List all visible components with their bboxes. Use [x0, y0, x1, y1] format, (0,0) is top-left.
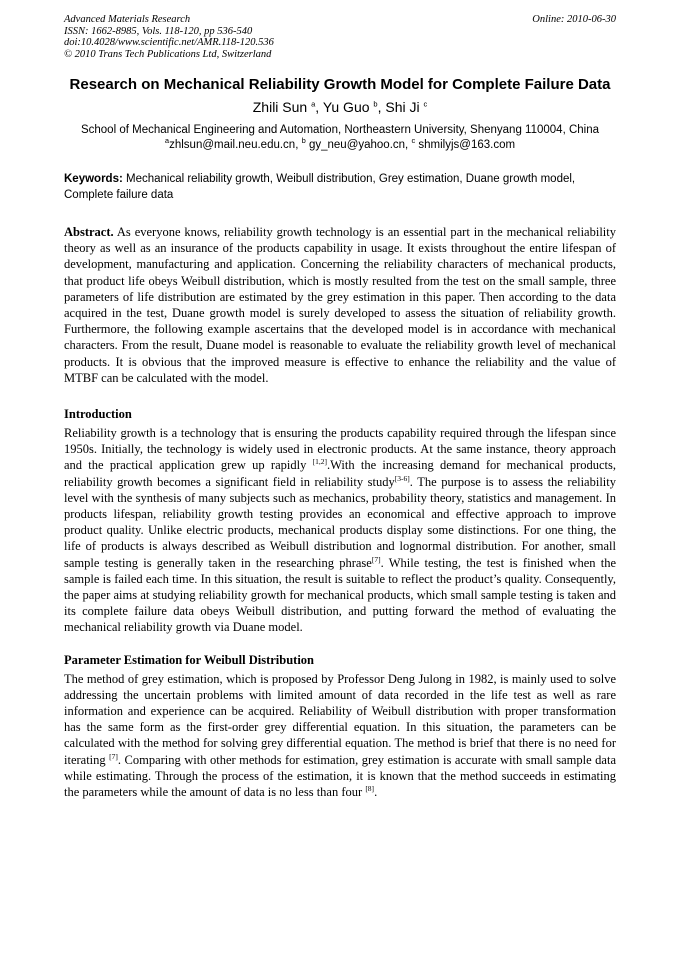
online-date: Online: 2010-06-30 — [532, 14, 616, 25]
abstract-text: As everyone knows, reliability growth technology is an essential part in the mechanical reliability theory as well as an insurance of the products capability in usage. It exists throughout the entire lifespan of development, manufacturing and application. Concerning the reliability characters of mechanical products, that product life obeys Weibull distribution, which is mostly resulted from the test on the small sample, three parameters of life distribution are estimated by the grey estimation in this paper. Then according to the data acquired in the test, Duane growth model is surely developed to assess the situation of reliability growth. Furthermore, the following example ascertains that the developed model is in accordance with mechanical characters. From the result, Duane model is reasonable to evaluate the reliability growth level of mechanical products. It is obvious that the improved measure is effective to enhance the reliability and the value of MTBF can be calculated with the model. — [64, 225, 616, 385]
journal-header — [64, 14, 616, 60]
journal-name: Advanced Materials Research — [64, 14, 191, 25]
citation: [7] — [371, 554, 381, 564]
email-superscript: c — [411, 136, 416, 146]
paper-page — [64, 14, 616, 800]
body-text: The method of grey estimation, which is proposed by Professor Deng Julong in 1982, is mainly used to solve addressing the uncertain problems with limited amount of data recorded in the life test as well as rare information and experience can be acquired. Reliability of Weibull distribution with proper transformation has the same form as the first-order grey differential equation. In this situation, the parameters can be calculated with the method for solving grey differential equation. The method is brief that there is no need for iterating — [64, 671, 616, 767]
section-heading-parameter-estimation: Parameter Estimation for Weibull Distribution — [64, 652, 314, 667]
keywords-label: Keywords: — [64, 173, 123, 185]
email-superscript: a — [164, 136, 170, 146]
body-text: Reliability growth is a technology that is ensuring the products capability required through the lifespan since 1950s. Initially, the technology is widely used in electronic products. At the same instance, theory approach and the practical application grew up rapidly — [64, 426, 616, 473]
introduction-paragraph — [64, 425, 616, 636]
body-text: . Comparing with other methods for estimation, grey estimation is accurate with small sample data while estimating. Through the process of the estimation, it is known that the method succeeds in estimating the parameters while the amount of data is no less than four — [64, 752, 616, 800]
author-superscript: c — [423, 99, 428, 109]
body-text: . — [374, 785, 378, 800]
author-emails — [64, 138, 616, 153]
body-text: . The purpose is to assess the reliability level with the synthesis of many subjects such as mechanics, probability theory, statistics and management. In products lifespan, reliability growth testing provides an economical and effective approach to improve product quality. Unlike electric products, mechanical products display some distinctions. For one thing, the life of products is always described as Weibull distribution and lognormal distribution. For another, small sample testing is generally taken in the researching phrase — [64, 474, 616, 570]
abstract-label: Abstract. — [64, 225, 114, 239]
body-text: .With the increasing demand for mechanical products, reliability growth becomes a significant field in reliability study — [64, 458, 617, 489]
parameter-estimation-paragraph — [64, 671, 616, 801]
author-superscript: b — [373, 99, 378, 109]
abstract — [64, 224, 616, 386]
keywords-text: Mechanical reliability growth, Weibull distribution, Grey estimation, Duane growth model, Complete failure data — [64, 173, 576, 201]
issn-line: ISSN: 1662-8985, Vols. 118-120, pp 536-540 — [64, 25, 253, 37]
author-separator: , — [377, 99, 386, 115]
author-list — [64, 98, 616, 116]
affiliation: School of Mechanical Engineering and Automation, Northeastern University, Shenyang 110004, China — [80, 124, 600, 136]
section-heading-introduction: Introduction — [64, 407, 132, 422]
email-superscript: b — [301, 136, 306, 146]
email-a: zhlsun@mail.neu.edu.cn, — [169, 139, 302, 151]
author-name: Shi Ji — [385, 99, 420, 115]
doi-line: doi:10.4028/www.scientific.net/AMR.118-120.536 — [64, 37, 274, 48]
author-name: Zhili Sun — [252, 99, 308, 115]
email-b: gy_neu@yahoo.cn, — [308, 139, 412, 151]
citation: [8] — [365, 783, 375, 793]
citation: [3-6] — [394, 473, 410, 483]
citation: [1,2] — [312, 457, 327, 467]
body-text: . While testing, the test is finished when the sample is failed each time. In this situation, the result is suitable to reflect the product’s quality. Consequently, the paper aims at studying reliability growth for mechanical products, which small sample testing is taken and its complete failure data obeys Weibull distribution, and putting forward the method of evaluating the mechanical reliability growth via Duane model. — [64, 555, 617, 635]
author-separator: , — [315, 99, 323, 115]
citation: [7] — [109, 751, 118, 761]
author-name: Yu Guo — [322, 99, 370, 115]
email-c: shmilyjs@163.com — [418, 139, 516, 151]
keywords — [64, 172, 616, 203]
author-superscript: a — [311, 99, 316, 109]
paper-title: Research on Mechanical Reliability Growth Model for Complete Failure Data — [69, 76, 611, 93]
copyright-line: © 2010 Trans Tech Publications Ltd, Switzerland — [64, 48, 272, 60]
